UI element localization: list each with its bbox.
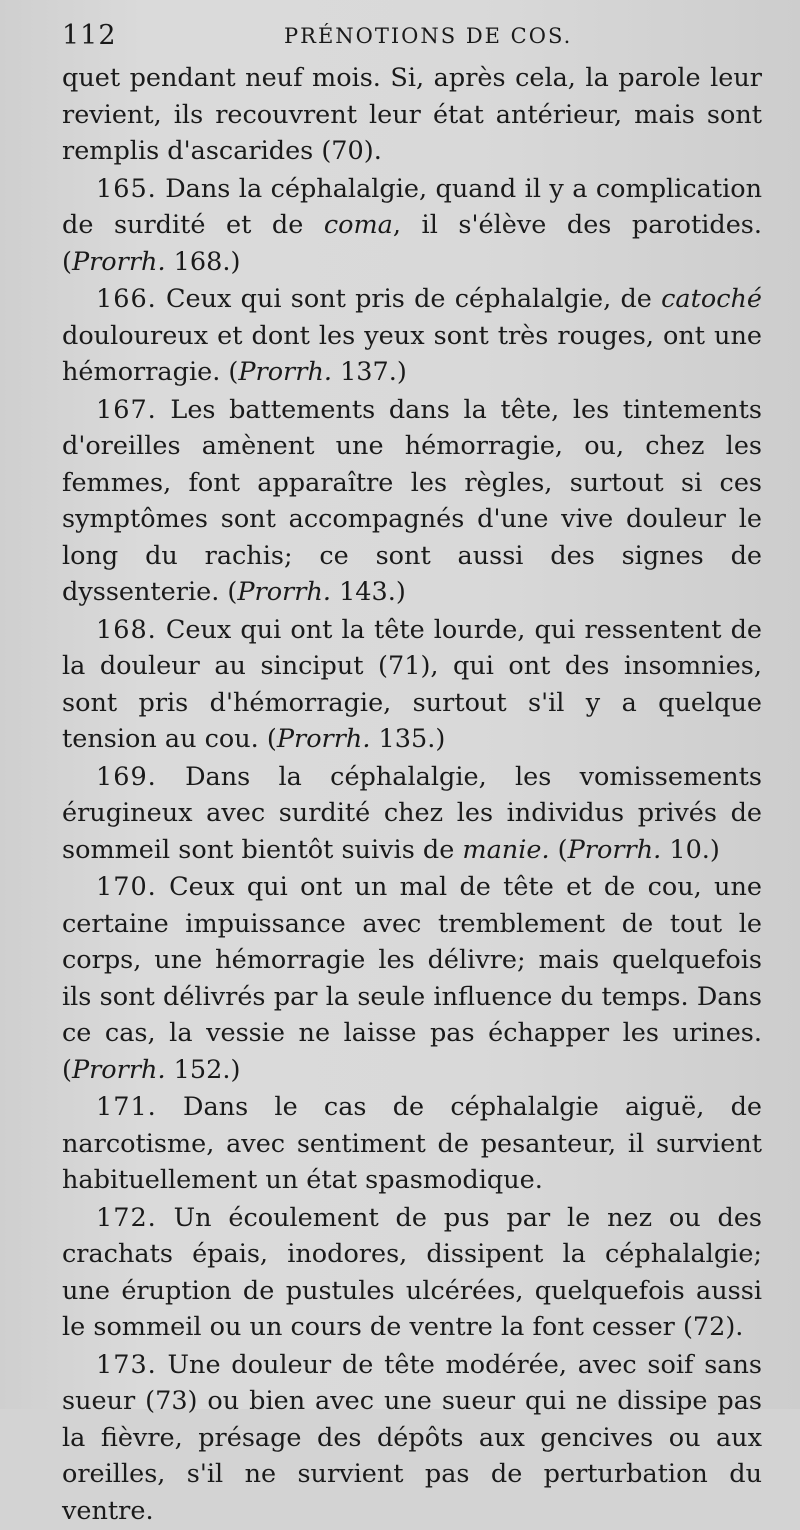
paragraph-text: Ceux qui ont la tête lourde, qui ressentent de la douleur au sinciput (71), qui ont des insomnies, sont pris d'hémorragie, surtout s'il y a quelque tension au cou. ( [62, 614, 762, 754]
aphorism-number: 169. [96, 761, 157, 792]
aphorism-paragraph [62, 1347, 762, 1530]
paragraph-text: Dans la céphalalgie, les vomissements érugineux avec surdité chez les individus privés de sommeil sont bientôt suivis de [62, 761, 762, 865]
paragraph-text: 137.) [331, 357, 407, 387]
paragraph-text: 135.) [370, 724, 446, 754]
body-text [62, 60, 762, 1530]
italic-text: catoché [661, 284, 762, 314]
italic-text: coma [323, 210, 393, 240]
italic-text: Prorrh. [71, 1054, 166, 1085]
italic-text: Prorrh. [71, 246, 166, 277]
running-title: PRÉNOTIONS DE COS. [284, 24, 573, 48]
paragraph-text: Ceux qui ont un mal de tête et de cou, une certaine impuissance avec tremblement de tout le corps, une hémorragie les délivre; mais quelquefois ils sont délivrés par la seule influence du temps. Dans ce cas, la vessie ne laisse pas échapper les urines. ( [62, 872, 762, 1085]
paragraph-text: 143.) [330, 577, 406, 607]
aphorism-paragraph [62, 759, 762, 869]
aphorism-paragraph [62, 869, 762, 1088]
italic-text: manie. [462, 834, 550, 865]
aphorism-paragraph [62, 392, 762, 611]
paragraph-text: 152.) [165, 1054, 241, 1085]
continuation-paragraph [62, 60, 762, 170]
italic-text: Prorrh. [237, 577, 331, 607]
paragraph-text: quet pendant neuf mois. Si, après cela, la parole leur revient, ils recouvrent leur état antérieur, mais sont remplis d'ascarides (70). [62, 63, 762, 166]
aphorism-number: 172. [96, 1202, 157, 1233]
aphorism-number: 165. [96, 173, 157, 204]
aphorism-number: 168. [96, 614, 157, 645]
paragraph-text: 168.) [165, 246, 241, 277]
paragraph-text: Une douleur de tête modérée, avec soif sans sueur (73) ou bien avec une sueur qui ne dissipe pas la fièvre, présage des dépôts aux gencives ou aux oreilles, s'il ne survient pas de perturbation du ventre. [62, 1349, 763, 1526]
italic-text: Prorrh. [238, 357, 332, 387]
aphorism-number: 173. [96, 1349, 157, 1380]
page-number: 112 [62, 20, 117, 51]
aphorism-number: 167. [96, 394, 157, 425]
paragraph-text: Dans la céphalalgie, quand il y a complication de surdité et de [62, 173, 762, 240]
aphorism-paragraph [62, 1200, 762, 1346]
paragraph-text: , il s'élève des parotides. ( [62, 210, 762, 277]
paragraph-text: Un écoulement de pus par le nez ou des crachats épais, inodores, dissipent la céphalalgie; une éruption de pustules ulcérées, quelquefois aussi le sommeil ou un cours de ventre la font cesser (72). [62, 1202, 763, 1342]
aphorism-paragraph [62, 281, 762, 391]
paragraph-text: ( [549, 834, 568, 865]
paragraph-text: Les battements dans la tête, les tintements d'oreilles amènent une hémorragie, ou, chez les femmes, font apparaître les règles, surtout si ces symptômes sont accompagnés d'une vive douleur le long du rachis; ce sont aussi des signes de dyssenterie. ( [62, 394, 762, 607]
paragraph-text: 10.) [661, 834, 720, 865]
italic-text: Prorrh. [567, 834, 662, 865]
paragraph-text: Dans le cas de céphalalgie aiguë, de narcotisme, avec sentiment de pesanteur, il survient habituellement un état spasmodique. [62, 1092, 762, 1195]
aphorism-paragraph [62, 1089, 762, 1199]
aphorism-number: 166. [96, 284, 157, 314]
aphorism-paragraph [62, 171, 762, 281]
paragraph-text: douloureux et dont les yeux sont très rouges, ont une hémorragie. ( [62, 320, 762, 387]
aphorism-number: 171. [96, 1092, 157, 1122]
page-header [62, 20, 742, 64]
aphorism-paragraph [62, 612, 762, 758]
aphorism-number: 170. [96, 872, 157, 902]
italic-text: Prorrh. [276, 724, 371, 754]
paragraph-text: Ceux qui sont pris de céphalalgie, de [166, 284, 662, 314]
